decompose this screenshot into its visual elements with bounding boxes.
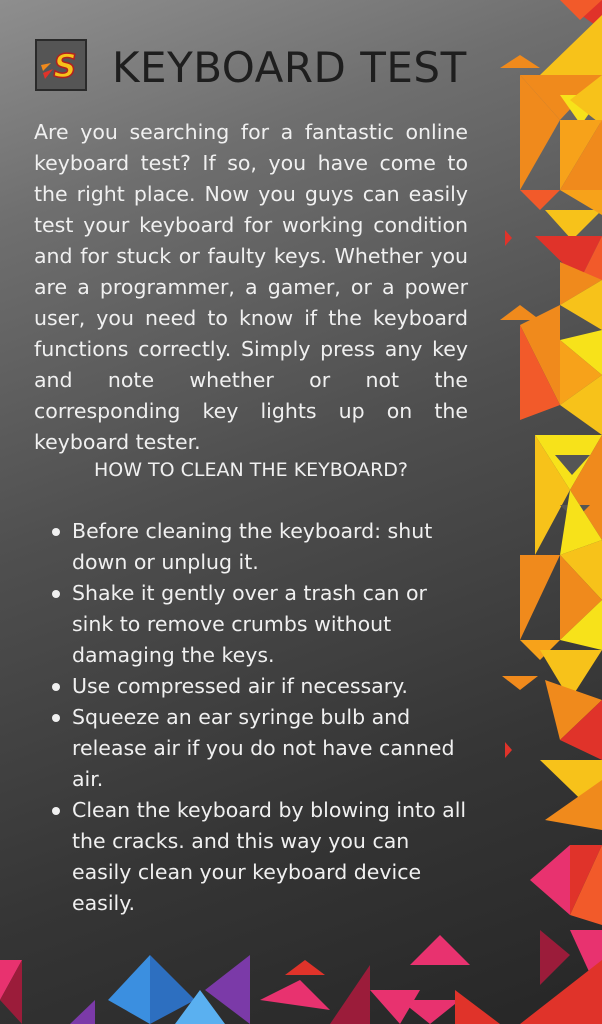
- cleaning-steps-list: [34, 516, 474, 919]
- list-item: Clean the keyboard by blowing into all the cracks. and this way you can easily clean your keyboard device easily.: [72, 795, 474, 919]
- intro-paragraph: Are you searching for a fantastic online keyboard test? If so, you have come to the right place. Now you guys can easily test your keyboard for working condition and for stuck or faulty keys. Whether you are a programmer, a gamer, or a power user, you need to know if the keyboard functions correctly. Simply press any key and note whether or not the corresponding key lights up on the keyboard tester.: [34, 120, 468, 454]
- list-item: Squeeze an ear syringe bulb and release air if you do not have canned air.: [72, 702, 474, 795]
- s-letter-logo-icon: [39, 43, 83, 87]
- logo: [35, 39, 87, 91]
- list-item: Before cleaning the keyboard: shut down or unplug it.: [72, 516, 474, 578]
- svg-text:S: S: [53, 47, 77, 85]
- page-title: KEYBOARD TEST: [112, 43, 467, 92]
- list-item: Use compressed air if necessary.: [72, 671, 474, 702]
- list-item: Shake it gently over a trash can or sink to remove crumbs without damaging the keys.: [72, 578, 474, 671]
- section-heading: HOW TO CLEAN THE KEYBOARD?: [93, 459, 409, 481]
